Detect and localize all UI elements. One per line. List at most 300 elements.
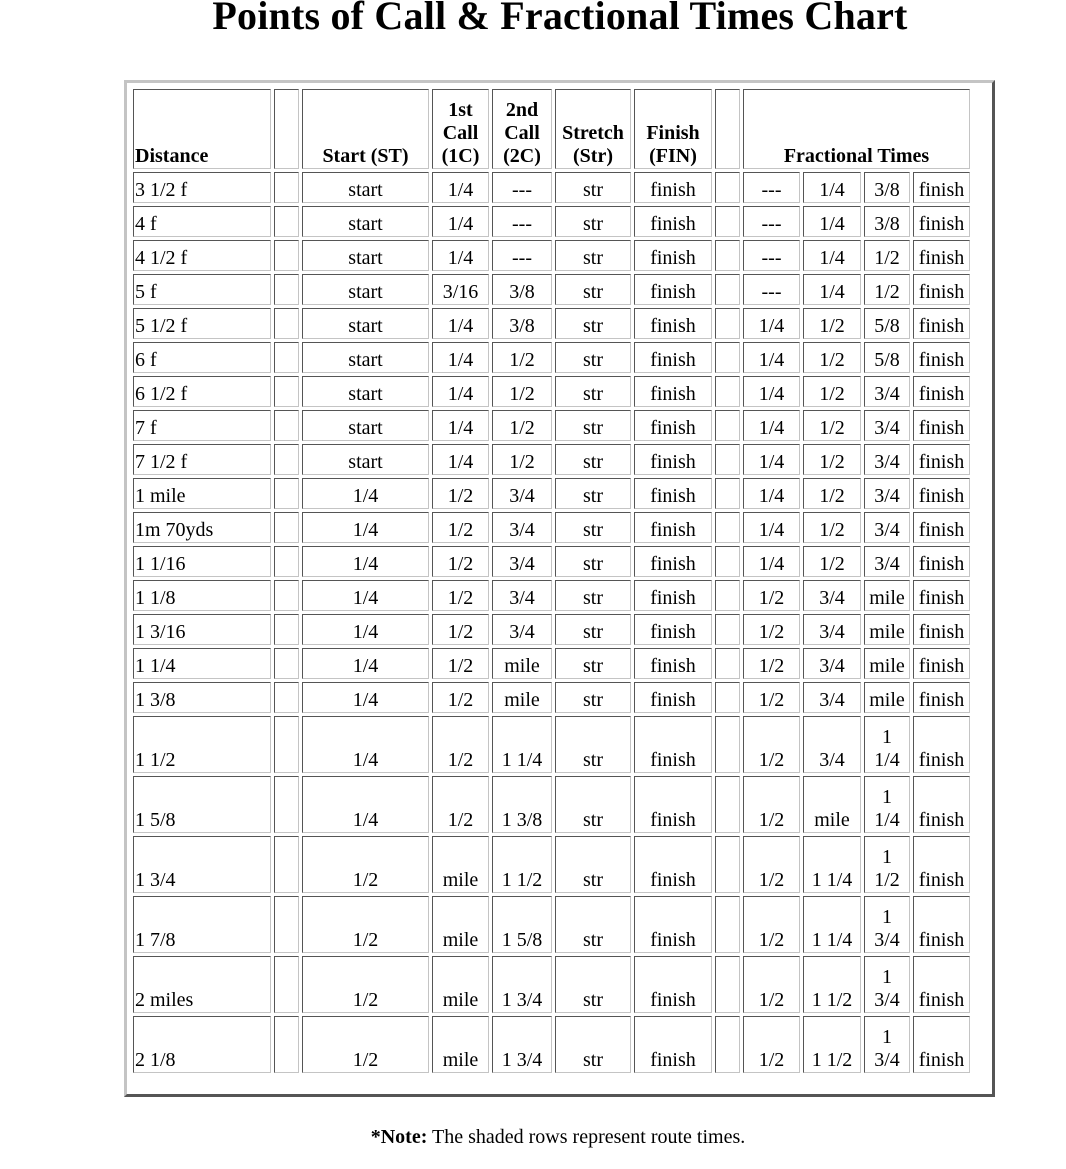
start-cell: 1/4 <box>302 478 429 509</box>
fractional-time-4-cell: finish <box>913 342 970 373</box>
start-cell: start <box>302 172 429 203</box>
start-cell: 1/4 <box>302 614 429 645</box>
distance-cell: 4 1/2 f <box>133 240 271 271</box>
fractional-time-1-cell: 1/4 <box>743 376 800 407</box>
table-row <box>133 836 970 893</box>
stretch-cell: str <box>555 1016 631 1073</box>
fractional-time-3-cell: mile <box>864 682 910 713</box>
second-call-cell: 3/4 <box>492 546 552 577</box>
finish-cell: finish <box>634 716 712 773</box>
table-row <box>133 274 970 305</box>
header-stretch: Stretch (Str) <box>555 89 631 169</box>
header-finish: Finish (FIN) <box>634 89 712 169</box>
fractional-time-4-cell: finish <box>913 776 970 833</box>
start-cell: 1/2 <box>302 836 429 893</box>
distance-cell: 5 f <box>133 274 271 305</box>
spacer-cell <box>274 836 299 893</box>
table-row <box>133 172 970 203</box>
fractional-time-2-cell: mile <box>803 776 861 833</box>
stretch-cell: str <box>555 478 631 509</box>
fractional-time-4-cell: finish <box>913 614 970 645</box>
spacer-cell <box>715 478 740 509</box>
note-label: *Note: <box>370 1126 428 1148</box>
first-call-cell: mile <box>432 836 489 893</box>
fractional-time-3-cell: 3/4 <box>864 512 910 543</box>
fractional-time-3-cell: mile <box>864 614 910 645</box>
finish-cell: finish <box>634 444 712 475</box>
header-start: Start (ST) <box>302 89 429 169</box>
fractional-time-4-cell: finish <box>913 1016 970 1073</box>
fractional-time-3-cell: 3/4 <box>864 444 910 475</box>
stretch-cell: str <box>555 896 631 953</box>
fractional-time-1-cell: 1/4 <box>743 308 800 339</box>
chart-body <box>133 172 970 1073</box>
spacer-cell <box>715 896 740 953</box>
distance-cell: 6 1/2 f <box>133 376 271 407</box>
spacer-cell <box>274 580 299 611</box>
header-row <box>133 89 970 169</box>
fractional-time-3-cell: 3/8 <box>864 172 910 203</box>
stretch-cell: str <box>555 580 631 611</box>
spacer-cell <box>715 512 740 543</box>
fractional-time-4-cell: finish <box>913 716 970 773</box>
start-cell: 1/4 <box>302 682 429 713</box>
fractional-time-3-cell: 3/4 <box>864 478 910 509</box>
stretch-cell: str <box>555 648 631 679</box>
second-call-cell: 1/2 <box>492 376 552 407</box>
start-cell: start <box>302 240 429 271</box>
stretch-cell: str <box>555 716 631 773</box>
fractional-time-2-cell: 3/4 <box>803 716 861 773</box>
fractional-time-1-cell: --- <box>743 274 800 305</box>
first-call-cell: 1/2 <box>432 682 489 713</box>
fractional-time-4-cell: finish <box>913 172 970 203</box>
table-row <box>133 444 970 475</box>
finish-cell: finish <box>634 240 712 271</box>
second-call-cell: 1 3/8 <box>492 776 552 833</box>
fractional-time-2-cell: 3/4 <box>803 648 861 679</box>
fractional-time-1-cell: 1/2 <box>743 580 800 611</box>
points-of-call-table <box>130 86 973 1076</box>
distance-cell: 1 1/2 <box>133 716 271 773</box>
header-distance: Distance <box>133 89 271 169</box>
fractional-time-4-cell: finish <box>913 896 970 953</box>
fractional-time-3-cell: 3/4 <box>864 546 910 577</box>
spacer-cell <box>274 308 299 339</box>
first-call-cell: 1/2 <box>432 580 489 611</box>
second-call-cell: 3/4 <box>492 512 552 543</box>
start-cell: 1/4 <box>302 580 429 611</box>
fractional-time-3-cell: mile <box>864 580 910 611</box>
finish-cell: finish <box>634 546 712 577</box>
spacer-cell <box>715 206 740 237</box>
spacer-cell <box>715 342 740 373</box>
fractional-time-1-cell: 1/2 <box>743 956 800 1013</box>
finish-cell: finish <box>634 896 712 953</box>
distance-cell: 4 f <box>133 206 271 237</box>
spacer-cell <box>274 546 299 577</box>
spacer-cell <box>274 716 299 773</box>
header-second-call: 2nd Call (2C) <box>492 89 552 169</box>
spacer-cell <box>274 172 299 203</box>
stretch-cell: str <box>555 172 631 203</box>
fractional-time-4-cell: finish <box>913 648 970 679</box>
first-call-cell: 1/2 <box>432 614 489 645</box>
stretch-cell: str <box>555 342 631 373</box>
fractional-time-2-cell: 1/2 <box>803 376 861 407</box>
table-row <box>133 776 970 833</box>
table-row <box>133 716 970 773</box>
fractional-time-2-cell: 1/4 <box>803 240 861 271</box>
second-call-cell: 1 1/2 <box>492 836 552 893</box>
start-cell: 1/4 <box>302 648 429 679</box>
start-cell: start <box>302 206 429 237</box>
fractional-time-1-cell: --- <box>743 172 800 203</box>
finish-cell: finish <box>634 512 712 543</box>
fractional-time-2-cell: 1/2 <box>803 512 861 543</box>
fractional-time-4-cell: finish <box>913 546 970 577</box>
start-cell: 1/2 <box>302 1016 429 1073</box>
fractional-time-3-cell: 1 3/4 <box>864 896 910 953</box>
header-first-call: 1st Call (1C) <box>432 89 489 169</box>
fractional-time-1-cell: 1/2 <box>743 682 800 713</box>
spacer-cell <box>715 682 740 713</box>
fractional-time-1-cell: 1/2 <box>743 1016 800 1073</box>
start-cell: start <box>302 308 429 339</box>
fractional-time-3-cell: 3/4 <box>864 410 910 441</box>
distance-cell: 1 1/4 <box>133 648 271 679</box>
first-call-cell: 3/16 <box>432 274 489 305</box>
spacer-cell <box>715 614 740 645</box>
header-fractional-times: Fractional Times <box>743 89 970 169</box>
distance-cell: 1 3/8 <box>133 682 271 713</box>
fractional-time-2-cell: 1 1/2 <box>803 956 861 1013</box>
spacer-cell <box>715 580 740 611</box>
fractional-time-4-cell: finish <box>913 274 970 305</box>
distance-cell: 2 1/8 <box>133 1016 271 1073</box>
distance-cell: 2 miles <box>133 956 271 1013</box>
spacer-cell <box>715 956 740 1013</box>
finish-cell: finish <box>634 206 712 237</box>
fractional-time-3-cell: 1 3/4 <box>864 1016 910 1073</box>
spacer-cell <box>274 478 299 509</box>
fractional-time-3-cell: 1/2 <box>864 240 910 271</box>
spacer-cell <box>274 648 299 679</box>
table-row <box>133 682 970 713</box>
fractional-time-1-cell: --- <box>743 206 800 237</box>
fractional-time-2-cell: 1 1/2 <box>803 1016 861 1073</box>
second-call-cell: 3/8 <box>492 274 552 305</box>
page-title: Points of Call & Fractional Times Chart <box>212 0 908 38</box>
distance-cell: 1 3/16 <box>133 614 271 645</box>
fractional-time-2-cell: 1/2 <box>803 410 861 441</box>
fractional-time-3-cell: 3/8 <box>864 206 910 237</box>
start-cell: 1/2 <box>302 896 429 953</box>
spacer-cell <box>274 274 299 305</box>
stretch-cell: str <box>555 614 631 645</box>
spacer-cell <box>274 444 299 475</box>
distance-cell: 5 1/2 f <box>133 308 271 339</box>
fractional-time-4-cell: finish <box>913 206 970 237</box>
fractional-time-2-cell: 1/4 <box>803 172 861 203</box>
start-cell: 1/4 <box>302 512 429 543</box>
stretch-cell: str <box>555 206 631 237</box>
spacer-cell <box>715 648 740 679</box>
fractional-time-1-cell: 1/2 <box>743 896 800 953</box>
table-row <box>133 956 970 1013</box>
first-call-cell: 1/2 <box>432 716 489 773</box>
spacer-cell <box>715 836 740 893</box>
stretch-cell: str <box>555 376 631 407</box>
spacer-cell <box>715 410 740 441</box>
fractional-time-2-cell: 1/2 <box>803 546 861 577</box>
second-call-cell: 1/2 <box>492 444 552 475</box>
fractional-time-2-cell: 1/2 <box>803 478 861 509</box>
second-call-cell: mile <box>492 682 552 713</box>
footnote <box>0 1126 1066 1149</box>
distance-cell: 7 f <box>133 410 271 441</box>
fractional-time-2-cell: 3/4 <box>803 580 861 611</box>
start-cell: start <box>302 410 429 441</box>
fractional-time-1-cell: 1/4 <box>743 512 800 543</box>
fractional-time-4-cell: finish <box>913 512 970 543</box>
spacer-cell <box>715 716 740 773</box>
table-row <box>133 580 970 611</box>
finish-cell: finish <box>634 614 712 645</box>
second-call-cell: 3/8 <box>492 308 552 339</box>
first-call-cell: mile <box>432 896 489 953</box>
fractional-time-1-cell: 1/2 <box>743 836 800 893</box>
distance-cell: 1m 70yds <box>133 512 271 543</box>
finish-cell: finish <box>634 308 712 339</box>
start-cell: start <box>302 444 429 475</box>
table-row <box>133 376 970 407</box>
finish-cell: finish <box>634 1016 712 1073</box>
spacer-cell <box>715 546 740 577</box>
note-text: The shaded rows represent route times. <box>427 1126 746 1148</box>
start-cell: 1/4 <box>302 716 429 773</box>
distance-cell: 3 1/2 f <box>133 172 271 203</box>
fractional-time-2-cell: 1 1/4 <box>803 896 861 953</box>
finish-cell: finish <box>634 776 712 833</box>
first-call-cell: 1/2 <box>432 546 489 577</box>
spacer-cell <box>715 308 740 339</box>
fractional-time-3-cell: 3/4 <box>864 376 910 407</box>
table-row <box>133 206 970 237</box>
first-call-cell: 1/4 <box>432 410 489 441</box>
start-cell: 1/4 <box>302 546 429 577</box>
start-cell: start <box>302 342 429 373</box>
stretch-cell: str <box>555 956 631 1013</box>
fractional-time-4-cell: finish <box>913 956 970 1013</box>
table-row <box>133 896 970 953</box>
start-cell: 1/2 <box>302 956 429 1013</box>
fractional-time-1-cell: 1/4 <box>743 342 800 373</box>
fractional-time-1-cell: 1/4 <box>743 410 800 441</box>
finish-cell: finish <box>634 836 712 893</box>
table-row <box>133 648 970 679</box>
first-call-cell: 1/4 <box>432 172 489 203</box>
second-call-cell: --- <box>492 172 552 203</box>
finish-cell: finish <box>634 172 712 203</box>
first-call-cell: 1/4 <box>432 206 489 237</box>
spacer-cell <box>274 1016 299 1073</box>
first-call-cell: 1/4 <box>432 376 489 407</box>
fractional-time-4-cell: finish <box>913 308 970 339</box>
distance-cell: 1 1/16 <box>133 546 271 577</box>
second-call-cell: 3/4 <box>492 580 552 611</box>
first-call-cell: 1/4 <box>432 308 489 339</box>
second-call-cell: 1 5/8 <box>492 896 552 953</box>
spacer-cell <box>274 682 299 713</box>
spacer-cell <box>274 240 299 271</box>
first-call-cell: 1/4 <box>432 444 489 475</box>
fractional-time-2-cell: 1/2 <box>803 444 861 475</box>
first-call-cell: 1/4 <box>432 342 489 373</box>
spacer-cell <box>274 206 299 237</box>
spacer-cell <box>715 274 740 305</box>
spacer-cell <box>715 376 740 407</box>
second-call-cell: 3/4 <box>492 478 552 509</box>
distance-cell: 1 3/4 <box>133 836 271 893</box>
fractional-time-2-cell: 1/4 <box>803 274 861 305</box>
fractional-time-1-cell: 1/2 <box>743 776 800 833</box>
second-call-cell: 1/2 <box>492 410 552 441</box>
spacer-cell <box>274 376 299 407</box>
stretch-cell: str <box>555 308 631 339</box>
fractional-time-2-cell: 3/4 <box>803 614 861 645</box>
stretch-cell: str <box>555 274 631 305</box>
finish-cell: finish <box>634 410 712 441</box>
finish-cell: finish <box>634 342 712 373</box>
first-call-cell: 1/4 <box>432 240 489 271</box>
table-row <box>133 614 970 645</box>
fractional-time-4-cell: finish <box>913 444 970 475</box>
table-row <box>133 478 970 509</box>
first-call-cell: 1/2 <box>432 776 489 833</box>
start-cell: start <box>302 274 429 305</box>
stretch-cell: str <box>555 240 631 271</box>
second-call-cell: mile <box>492 648 552 679</box>
fractional-time-4-cell: finish <box>913 682 970 713</box>
table-row <box>133 1016 970 1073</box>
fractional-time-2-cell: 1 1/4 <box>803 836 861 893</box>
fractional-time-3-cell: 1 1/2 <box>864 836 910 893</box>
fractional-time-1-cell: 1/2 <box>743 614 800 645</box>
fractional-time-1-cell: 1/4 <box>743 546 800 577</box>
fractional-time-3-cell: 5/8 <box>864 342 910 373</box>
fractional-time-4-cell: finish <box>913 410 970 441</box>
second-call-cell: 3/4 <box>492 614 552 645</box>
distance-cell: 7 1/2 f <box>133 444 271 475</box>
stretch-cell: str <box>555 682 631 713</box>
spacer-cell <box>715 240 740 271</box>
finish-cell: finish <box>634 580 712 611</box>
spacer-cell <box>274 896 299 953</box>
fractional-time-1-cell: 1/2 <box>743 716 800 773</box>
chart-frame <box>124 80 995 1097</box>
second-call-cell: --- <box>492 206 552 237</box>
fractional-time-4-cell: finish <box>913 836 970 893</box>
fractional-time-4-cell: finish <box>913 478 970 509</box>
stretch-cell: str <box>555 410 631 441</box>
fractional-time-2-cell: 3/4 <box>803 682 861 713</box>
fractional-time-2-cell: 1/2 <box>803 342 861 373</box>
fractional-time-3-cell: mile <box>864 648 910 679</box>
spacer-cell <box>274 956 299 1013</box>
second-call-cell: --- <box>492 240 552 271</box>
stretch-cell: str <box>555 776 631 833</box>
spacer-cell <box>715 1016 740 1073</box>
finish-cell: finish <box>634 682 712 713</box>
stretch-cell: str <box>555 546 631 577</box>
table-row <box>133 342 970 373</box>
spacer-column <box>274 89 299 169</box>
fractional-time-4-cell: finish <box>913 580 970 611</box>
first-call-cell: 1/2 <box>432 512 489 543</box>
first-call-cell: mile <box>432 956 489 1013</box>
second-call-cell: 1 3/4 <box>492 1016 552 1073</box>
first-call-cell: 1/2 <box>432 648 489 679</box>
spacer-cell <box>715 172 740 203</box>
fractional-time-3-cell: 1 1/4 <box>864 776 910 833</box>
fractional-time-4-cell: finish <box>913 240 970 271</box>
fractional-time-4-cell: finish <box>913 376 970 407</box>
stretch-cell: str <box>555 444 631 475</box>
fractional-time-3-cell: 1 1/4 <box>864 716 910 773</box>
spacer-cell <box>715 444 740 475</box>
finish-cell: finish <box>634 648 712 679</box>
spacer-column <box>715 89 740 169</box>
fractional-time-3-cell: 1 3/4 <box>864 956 910 1013</box>
stretch-cell: str <box>555 512 631 543</box>
table-row <box>133 546 970 577</box>
second-call-cell: 1 3/4 <box>492 956 552 1013</box>
fractional-time-1-cell: 1/2 <box>743 648 800 679</box>
spacer-cell <box>274 342 299 373</box>
start-cell: 1/4 <box>302 776 429 833</box>
first-call-cell: mile <box>432 1016 489 1073</box>
finish-cell: finish <box>634 376 712 407</box>
distance-cell: 1 1/8 <box>133 580 271 611</box>
second-call-cell: 1/2 <box>492 342 552 373</box>
stretch-cell: str <box>555 836 631 893</box>
distance-cell: 1 7/8 <box>133 896 271 953</box>
spacer-cell <box>274 410 299 441</box>
spacer-cell <box>715 776 740 833</box>
finish-cell: finish <box>634 274 712 305</box>
table-row <box>133 512 970 543</box>
distance-cell: 1 5/8 <box>133 776 271 833</box>
second-call-cell: 1 1/4 <box>492 716 552 773</box>
distance-cell: 1 mile <box>133 478 271 509</box>
table-row <box>133 240 970 271</box>
spacer-cell <box>274 512 299 543</box>
spacer-cell <box>274 614 299 645</box>
table-row <box>133 308 970 339</box>
finish-cell: finish <box>634 956 712 1013</box>
first-call-cell: 1/2 <box>432 478 489 509</box>
fractional-time-2-cell: 1/4 <box>803 206 861 237</box>
start-cell: start <box>302 376 429 407</box>
fractional-time-3-cell: 1/2 <box>864 274 910 305</box>
fractional-time-3-cell: 5/8 <box>864 308 910 339</box>
fractional-time-2-cell: 1/2 <box>803 308 861 339</box>
fractional-time-1-cell: --- <box>743 240 800 271</box>
table-row <box>133 410 970 441</box>
fractional-time-1-cell: 1/4 <box>743 444 800 475</box>
finish-cell: finish <box>634 478 712 509</box>
